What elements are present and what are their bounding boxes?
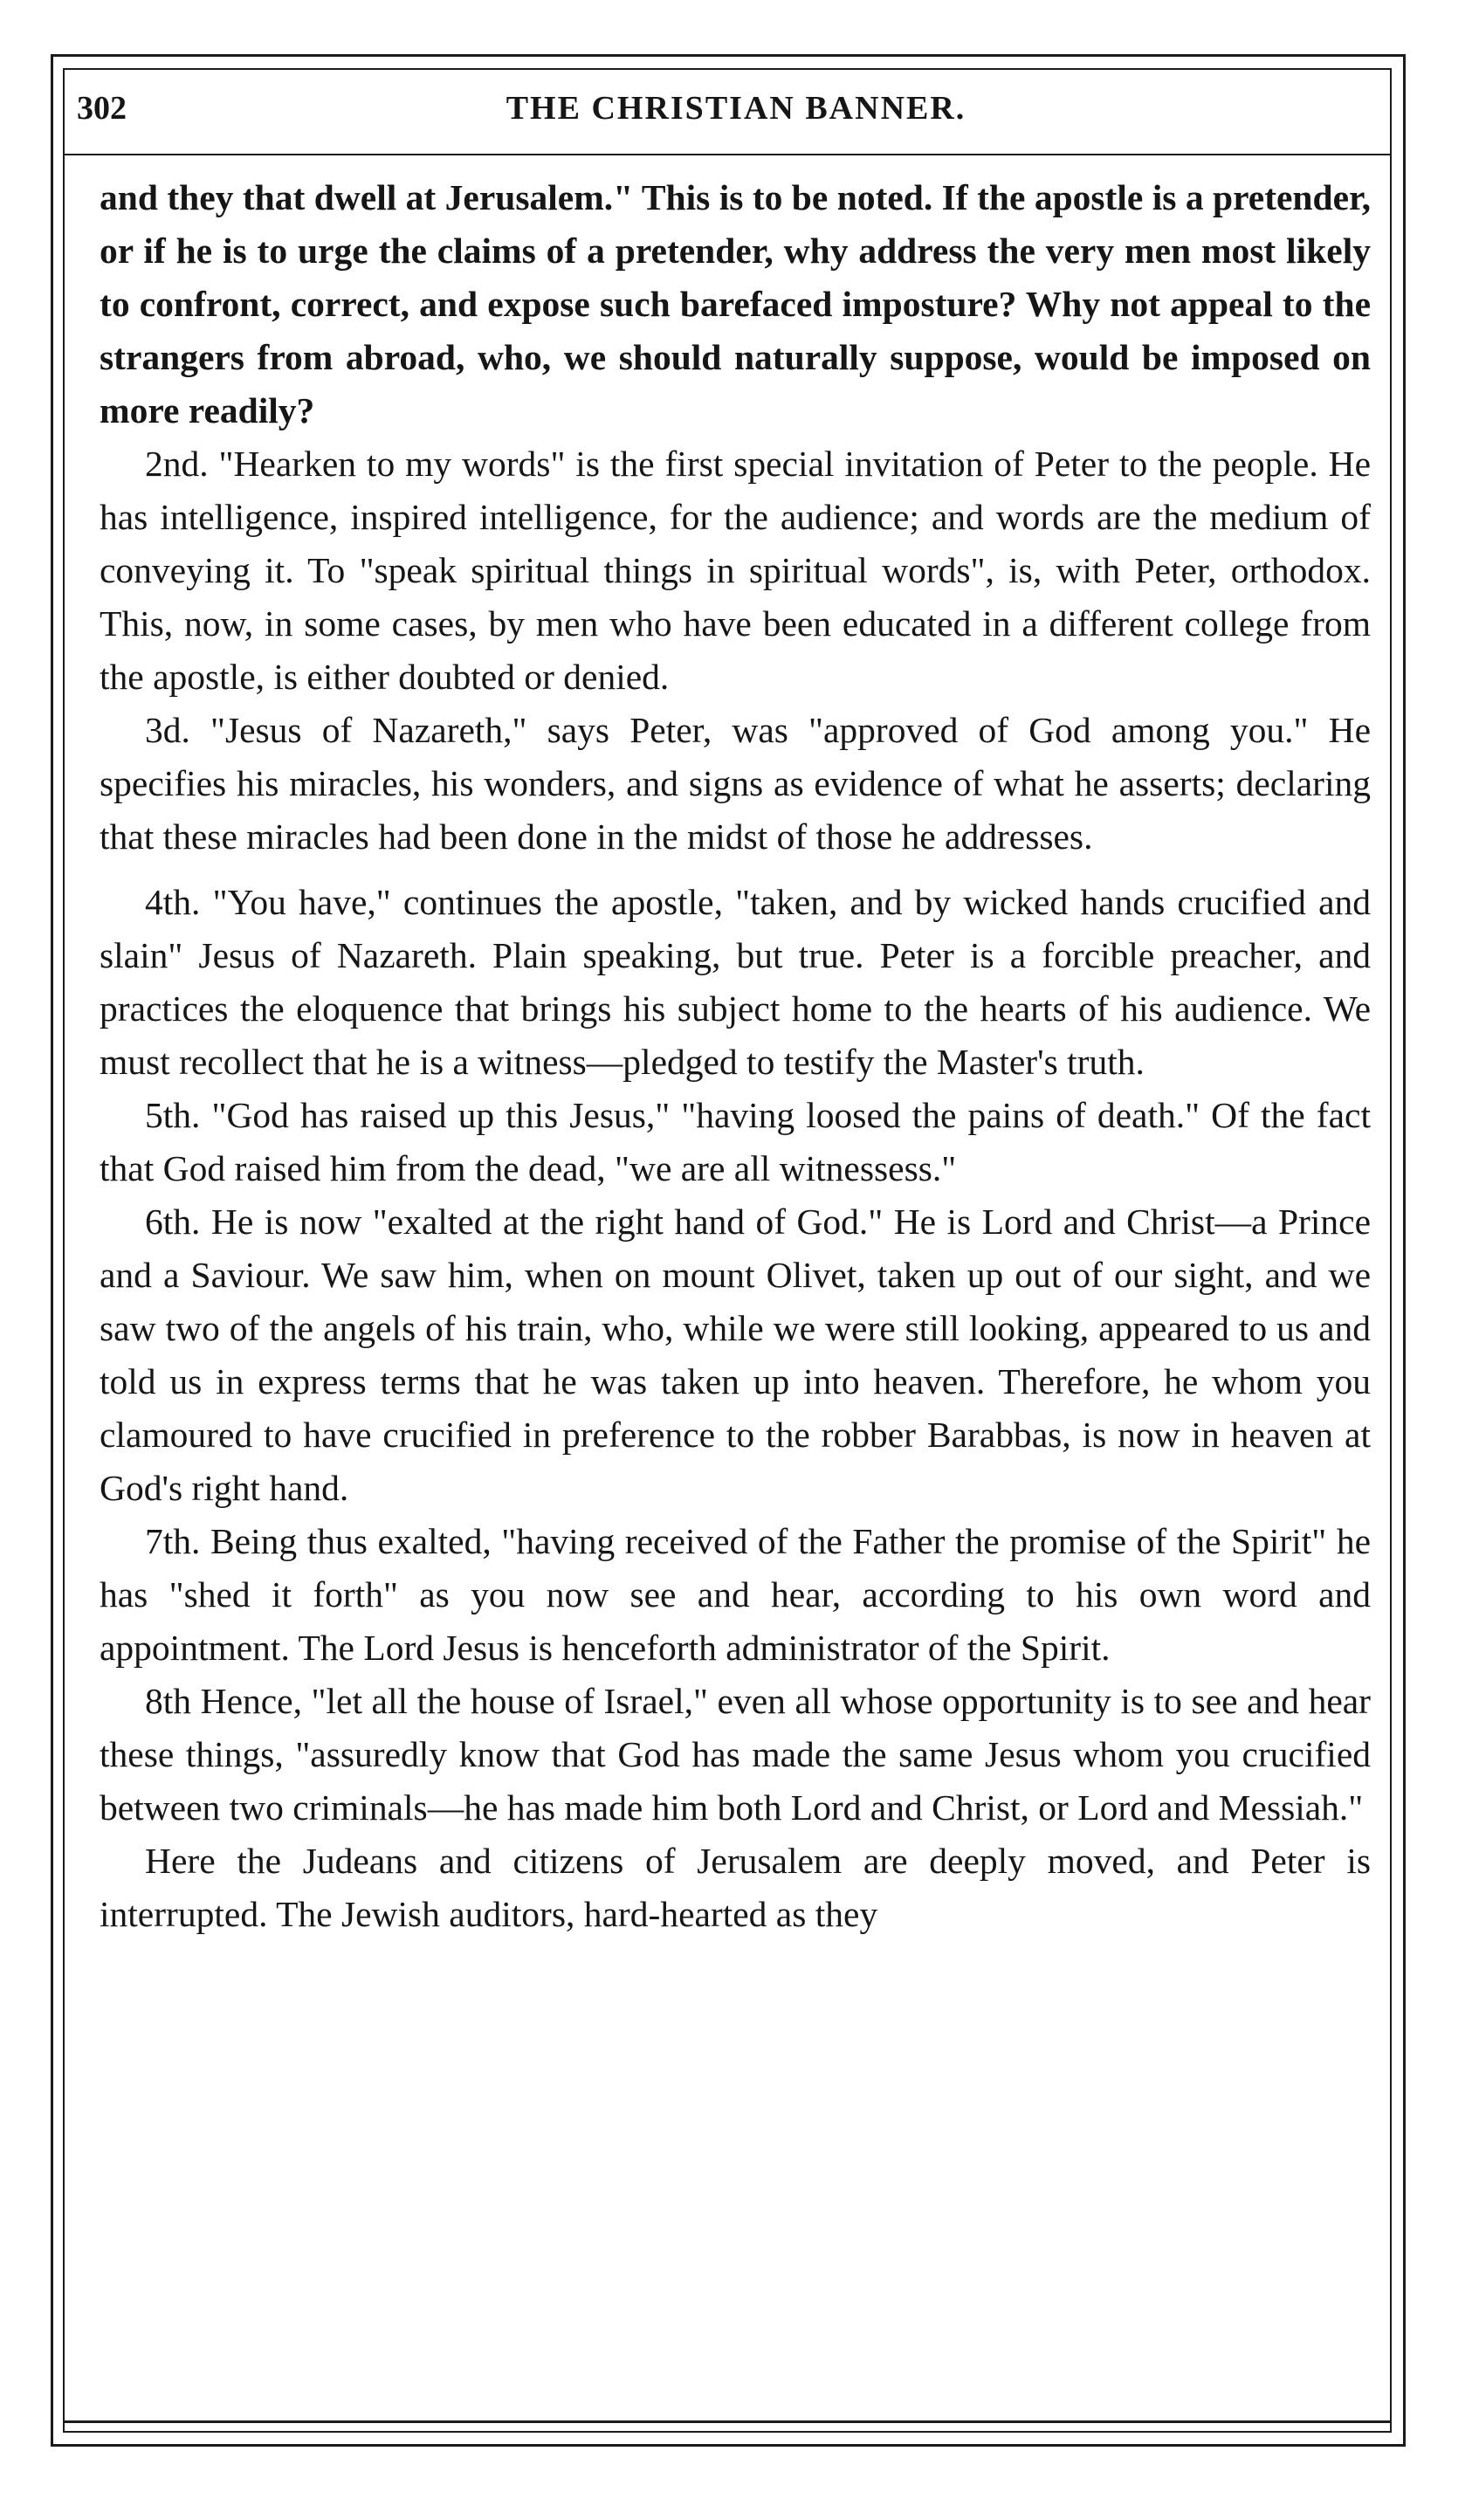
paragraph-point-8: 8th Hence, "let all the house of Israel," even all whose opportunity is to see and hear these things, "assuredly know that God has made the same Jesus whom you crucified between two criminals—he has made him both Lord and Christ, or Lord and Messiah.": [100, 1681, 1371, 1828]
header-rule: [65, 154, 1390, 155]
running-title: THE CHRISTIAN BANNER.: [506, 90, 966, 127]
footer-rule: [65, 2420, 1390, 2423]
article-body: [100, 171, 1371, 1941]
paragraph-closing: Here the Judeans and citizens of Jerusalem are deeply moved, and Peter is interrupted. The Jewish auditors, hard-hearted as they: [100, 1841, 1371, 1934]
page-number: 302: [77, 90, 127, 127]
paragraph-point-7: 7th. Being thus exalted, "having received of the Father the promise of the Spirit" he has "shed it forth" as you now see and hear, according to his own word and appointment. The Lord Jesus is henceforth administrator of the Spirit.: [100, 1521, 1371, 1668]
paragraph-point-5: 5th. "God has raised up this Jesus," "having loosed the pains of death." Of the fact that God raised him from the dead, "we are all witnessess.": [100, 1095, 1371, 1188]
paragraph-point-3: 3d. "Jesus of Nazareth," says Peter, was "approved of God among you." He specifies his miracles, his wonders, and signs as evidence of what he asserts; declaring that these miracles had been done in the midst of those he addresses.: [100, 710, 1371, 857]
paragraph-point-2: 2nd. "Hearken to my words" is the first special invitation of Peter to the people. He has intelligence, inspired intelligence, for the audience; and words are the medium of conveying it. To "speak spiritual things in spiritual words", is, with Peter, orthodox. This, now, in some cases, by men who have been educated in a different college from the apostle, is either doubted or denied.: [100, 444, 1371, 697]
paragraph-continuation: and they that dwell at Jerusalem." This is to be noted. If the apostle is a pretender, or if he is to urge the claims of a pretender, why address the very men most likely to confront, correct, and expose such barefaced imposture? Why not appeal to the strangers from abroad, who, we should naturally suppose, would be imposed on more readily?: [100, 177, 1371, 430]
paragraph-point-4: 4th. "You have," continues the apostle, "taken, and by wicked hands crucified and slain" Jesus of Nazareth. Plain speaking, but true. Peter is a forcible preacher, and practices the eloquence that brings his subject home to the hearts of his audience. We must recollect that he is a witness—pledged to testify the Master's truth.: [100, 882, 1371, 1082]
paragraph-point-6: 6th. He is now "exalted at the right hand of God." He is Lord and Christ—a Prince and a Saviour. We saw him, when on mount Olivet, taken up out of our sight, and we saw two of the angels of his train, who, while we were still looking, appeared to us and told us in express terms that he was taken up into heaven. Therefore, he whom you clamoured to have crucified in preference to the robber Barabbas, is now in heaven at God's right hand.: [100, 1201, 1371, 1508]
